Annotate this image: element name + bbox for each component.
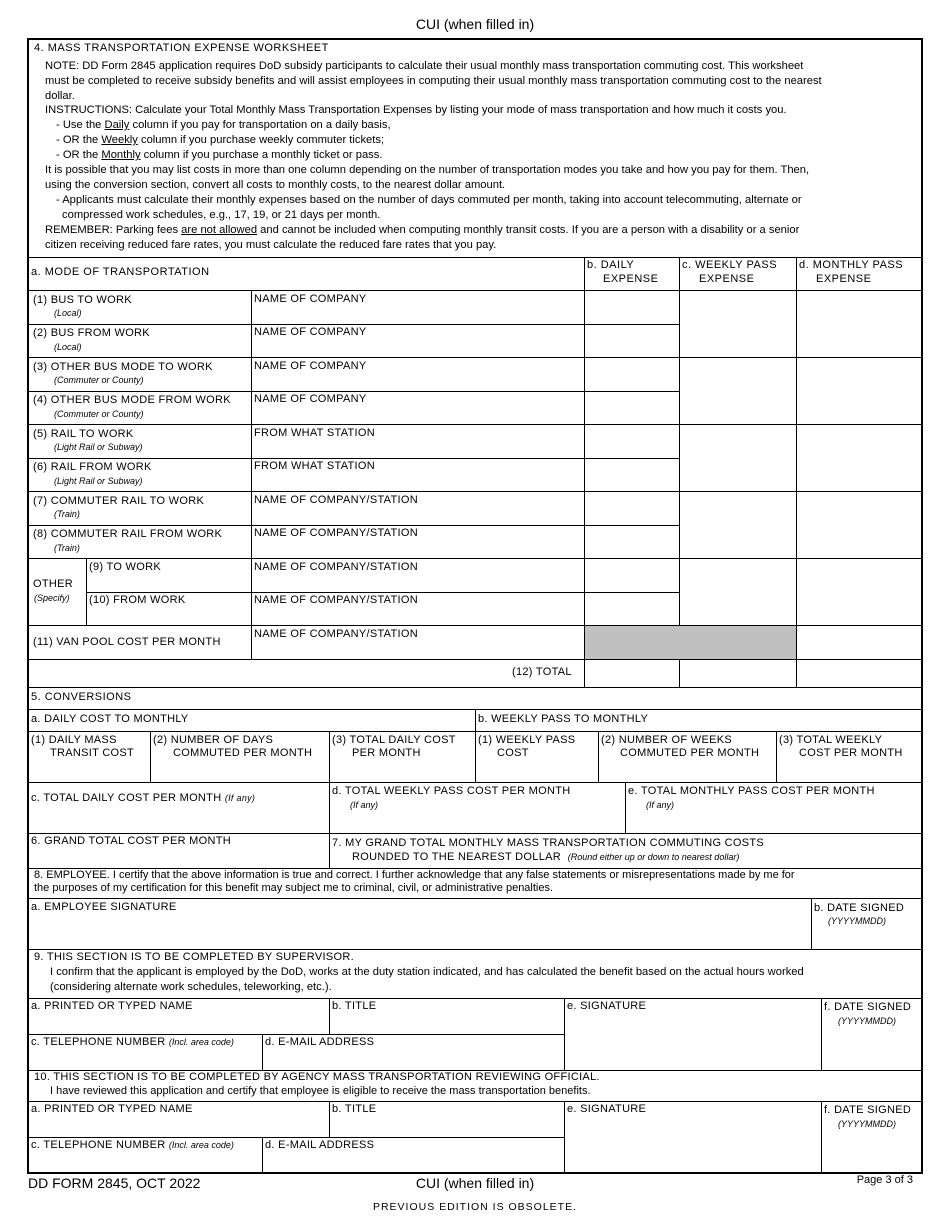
grand-total-label: 6. GRAND TOTAL COST PER MONTH <box>31 835 232 847</box>
use-daily-line: - Use the Daily column if you pay for transportation on a daily basis, <box>56 119 391 131</box>
row-8-station-input[interactable] <box>252 540 584 558</box>
vanpool-field-label: NAME OF COMPANY/STATION <box>254 628 418 640</box>
reviewer-email-label: d. E-MAIL ADDRESS <box>265 1139 375 1151</box>
obsolete-notice: PREVIOUS EDITION IS OBSOLETE. <box>372 1201 578 1213</box>
row-8-daily-input[interactable] <box>585 526 679 558</box>
row-5-daily-input[interactable] <box>585 425 679 458</box>
row-4-sub: (Commuter or County) <box>54 409 144 419</box>
row-10-field-label: NAME OF COMPANY/STATION <box>254 594 418 606</box>
employee-signature-field[interactable] <box>29 914 810 948</box>
cui-header: CUI (when filled in) <box>415 16 535 32</box>
b3-header-2: COST PER MONTH <box>799 747 903 759</box>
supervisor-name-label: a. PRINTED OR TYPED NAME <box>31 1000 193 1012</box>
employee-date-sub: (YYYYMMDD) <box>828 916 886 926</box>
col-c-header-1: c. WEEKLY PASS <box>682 259 778 271</box>
weeks-commuted-input[interactable] <box>599 761 775 781</box>
row-9-field-label: NAME OF COMPANY/STATION <box>254 561 418 573</box>
supervisor-confirm-line-2: (considering alternate work schedules, teleworking, etc.). <box>50 981 332 993</box>
total-daily-per-month-input[interactable] <box>29 806 328 832</box>
row-2-label: (2) BUS FROM WORK <box>33 327 150 339</box>
reviewer-date-label: f. DATE SIGNED <box>824 1104 912 1116</box>
applicants-line-1: - Applicants must calculate their monthly expenses based on the number of days commuted per month, taking into account telecommuting, alternate or <box>56 194 802 206</box>
row-1-field-label: NAME OF COMPANY <box>254 293 367 305</box>
total-weekly-per-month-label: d. TOTAL WEEKLY PASS COST PER MONTH <box>332 785 571 797</box>
bus-monthly-input[interactable] <box>797 291 921 357</box>
reviewer-signature-field[interactable] <box>565 1116 820 1171</box>
supervisor-signature-field[interactable] <box>565 1013 820 1069</box>
row-2-daily-input[interactable] <box>585 325 679 357</box>
total-monthly-pass-input[interactable] <box>626 812 921 832</box>
row-6-field-label: FROM WHAT STATION <box>254 460 375 472</box>
page-number: Page 3 of 3 <box>856 1174 913 1186</box>
row-1-daily-input[interactable] <box>585 291 679 324</box>
reviewer-date-input[interactable] <box>822 1133 921 1171</box>
grand-total-input[interactable] <box>29 849 328 867</box>
form-identifier: DD FORM 2845, OCT 2022 <box>28 1175 201 1191</box>
row-3-label: (3) OTHER BUS MODE TO WORK <box>33 361 213 373</box>
row-4-label: (4) OTHER BUS MODE FROM WORK <box>33 394 231 406</box>
b1-header-1: (1) WEEKLY PASS <box>478 734 576 746</box>
weekly-pass-cost-input[interactable] <box>476 761 597 781</box>
total-monthly-input[interactable] <box>797 660 921 687</box>
bus-weekly-input[interactable] <box>680 291 796 357</box>
employee-signature-label: a. EMPLOYEE SIGNATURE <box>31 901 177 913</box>
a2-header-2: COMMUTED PER MONTH <box>173 747 313 759</box>
row-10-label: (10) FROM WORK <box>89 594 186 606</box>
a3-header-2: PER MONTH <box>352 747 421 759</box>
total-weekly-cost-input[interactable] <box>777 761 921 781</box>
use-monthly-line: - OR the Monthly column if you purchase a monthly ticket or pass. <box>56 149 383 161</box>
reviewer-certify-line: I have reviewed this application and certify that employee is eligible to receive the mass transportation benefits. <box>50 1085 591 1097</box>
supervisor-date-label: f. DATE SIGNED <box>824 1001 912 1013</box>
row-5-station-input[interactable] <box>252 440 584 458</box>
vanpool-label: (11) VAN POOL COST PER MONTH <box>33 636 221 648</box>
row-6-station-input[interactable] <box>252 473 584 491</box>
row-2-sub: (Local) <box>54 342 82 352</box>
supervisor-email-label: d. E-MAIL ADDRESS <box>265 1036 375 1048</box>
row-3-sub: (Commuter or County) <box>54 375 144 385</box>
days-commuted-input[interactable] <box>151 761 328 781</box>
row-7-field-label: NAME OF COMPANY/STATION <box>254 494 418 506</box>
b2-header-2: COMMUTED PER MONTH <box>620 747 760 759</box>
row-7-station-input[interactable] <box>252 507 584 525</box>
row-1-label: (1) BUS TO WORK <box>33 294 132 306</box>
employee-date-input[interactable] <box>812 928 921 948</box>
b1-header-2: COST <box>497 747 529 759</box>
row-3-company-input[interactable] <box>252 373 584 391</box>
grand-total-monthly-label-1: 7. MY GRAND TOTAL MONTHLY MASS TRANSPORTATION COMMUTING COSTS <box>332 837 765 849</box>
reviewer-name-label: a. PRINTED OR TYPED NAME <box>31 1103 193 1115</box>
supervisor-title-label: b. TITLE <box>332 1000 377 1012</box>
section-4-title: 4. MASS TRANSPORTATION EXPENSE WORKSHEET <box>34 42 329 54</box>
row-6-daily-input[interactable] <box>585 459 679 491</box>
daily-to-monthly-title: a. DAILY COST TO MONTHLY <box>31 713 189 725</box>
possible-line-1: It is possible that you may list costs in more than one column depending on the number of transportation modes you take and how you pay for them. Then, <box>45 164 810 176</box>
reviewer-email-input[interactable] <box>263 1153 563 1171</box>
note-line-1: NOTE: DD Form 2845 application requires DoD subsidy participants to calculate their usual monthly mass transportation commuting cost. This worksheet <box>45 60 804 72</box>
reviewer-phone-input[interactable] <box>29 1153 261 1171</box>
row-10-daily-input[interactable] <box>585 593 679 625</box>
a2-header-1: (2) NUMBER OF DAYS <box>153 734 274 746</box>
supervisor-date-input[interactable] <box>822 1030 921 1069</box>
row-3-daily-input[interactable] <box>585 358 679 391</box>
row-4-company-input[interactable] <box>252 406 584 424</box>
col-b-header-1: b. DAILY <box>587 259 635 271</box>
row-10-station-input[interactable] <box>252 607 584 625</box>
row-9-station-input[interactable] <box>252 574 584 592</box>
employee-cert-line-2: the purposes of my certification for this benefit may subject me to criminal, civil, or administrative penalties. <box>34 882 554 894</box>
col-d-header-2: EXPENSE <box>816 273 872 285</box>
row-5-label: (5) RAIL TO WORK <box>33 428 134 440</box>
use-weekly-line: - OR the Weekly column if you purchase weekly commuter tickets; <box>56 134 385 146</box>
other-sub: (Specify) <box>34 593 70 603</box>
instructions-line: INSTRUCTIONS: Calculate your Total Monthly Mass Transportation Expenses by listing your mode of mass transportation and how much it costs you. <box>45 104 787 116</box>
rail-monthly-input[interactable] <box>797 425 921 491</box>
supervisor-confirm-line-1: I confirm that the applicant is employed by the DoD, works at the duty station indicated, and has calculated the benefit based on the actual hours worked <box>50 966 804 978</box>
grand-total-monthly-label-2: ROUNDED TO THE NEAREST DOLLAR (Round either up or down to nearest dollar) <box>352 851 740 863</box>
row-4-daily-input[interactable] <box>585 392 679 424</box>
other-bus-weekly-input[interactable] <box>680 358 796 424</box>
weekly-to-monthly-title: b. WEEKLY PASS TO MONTHLY <box>478 713 649 725</box>
remember-line-1: REMEMBER: Parking fees are not allowed and cannot be included when computing monthly transit costs. If you are a person with a disability or a senior <box>45 224 800 236</box>
total-weekly-per-month-input[interactable] <box>330 812 624 832</box>
employee-cert-line-1: 8. EMPLOYEE. I certify that the above information is true and correct. I further acknowledge that any false statements or misrepresentations made by me for <box>34 869 795 881</box>
commuter-rail-weekly-input[interactable] <box>680 492 796 558</box>
total-weekly-input[interactable] <box>680 660 796 687</box>
supervisor-email-input[interactable] <box>263 1050 563 1069</box>
reviewer-signature-label: e. SIGNATURE <box>567 1103 647 1115</box>
vanpool-shaded-cell <box>585 626 796 659</box>
vanpool-monthly-input[interactable] <box>797 626 921 659</box>
row-6-sub: (Light Rail or Subway) <box>54 476 143 486</box>
row-1-company-input[interactable] <box>252 306 584 324</box>
row-5-sub: (Light Rail or Subway) <box>54 442 143 452</box>
row-9-daily-input[interactable] <box>585 559 679 592</box>
total-weekly-per-month-sub: (If any) <box>350 800 379 810</box>
b3-header-1: (3) TOTAL WEEKLY <box>779 734 883 746</box>
reviewer-phone-label: c. TELEPHONE NUMBER (Incl. area code) <box>31 1139 234 1151</box>
total-monthly-pass-sub: (If any) <box>646 800 675 810</box>
cui-footer: CUI (when filled in) <box>415 1175 535 1191</box>
note-line-3: dollar. <box>45 90 75 102</box>
other-bus-monthly-input[interactable] <box>797 358 921 424</box>
total-daily-cost-input[interactable] <box>330 761 474 781</box>
a1-header-1: (1) DAILY MASS <box>31 734 117 746</box>
row-2-company-input[interactable] <box>252 339 584 357</box>
employee-date-label: b. DATE SIGNED <box>814 902 905 914</box>
total-daily-input[interactable] <box>585 660 679 687</box>
vanpool-station-input[interactable] <box>252 641 584 659</box>
rail-weekly-input[interactable] <box>680 425 796 491</box>
supervisor-phone-input[interactable] <box>29 1050 261 1069</box>
reviewer-name-input[interactable] <box>29 1116 328 1136</box>
row-5-field-label: FROM WHAT STATION <box>254 427 375 439</box>
total-label: (12) TOTAL <box>512 666 572 678</box>
other-weekly-input[interactable] <box>680 559 796 625</box>
col-b-header-2: EXPENSE <box>603 273 659 285</box>
col-a-header: a. MODE OF TRANSPORTATION <box>31 266 210 278</box>
row-6-label: (6) RAIL FROM WORK <box>33 461 152 473</box>
other-label: OTHER <box>33 578 73 590</box>
daily-transit-cost-input[interactable] <box>29 761 149 781</box>
supervisor-signature-label: e. SIGNATURE <box>567 1000 647 1012</box>
remember-line-2: citizen receiving reduced fare rates, you must calculate the reduced fare rates that you pay. <box>45 239 497 251</box>
note-line-2: must be completed to receive subsidy benefits and will assist employees in computing their usual monthly mass transportation commuting cost to the nearest <box>45 75 822 87</box>
supervisor-title-input[interactable] <box>330 1013 563 1033</box>
section-10-title: 10. THIS SECTION IS TO BE COMPLETED BY AGENCY MASS TRANSPORTATION REVIEWING OFFICIAL. <box>34 1071 600 1083</box>
supervisor-name-input[interactable] <box>29 1013 328 1033</box>
row-8-sub: (Train) <box>54 543 80 553</box>
other-monthly-input[interactable] <box>797 559 921 625</box>
row-9-label: (9) TO WORK <box>89 561 161 573</box>
section-5-title: 5. CONVERSIONS <box>31 691 132 703</box>
total-daily-per-month-label: c. TOTAL DAILY COST PER MONTH (If any) <box>31 792 256 804</box>
row-1-sub: (Local) <box>54 308 82 318</box>
col-d-header-1: d. MONTHLY PASS <box>799 259 904 271</box>
supervisor-date-sub: (YYYYMMDD) <box>838 1016 896 1026</box>
a3-header-1: (3) TOTAL DAILY COST <box>332 734 456 746</box>
row-8-label: (8) COMMUTER RAIL FROM WORK <box>33 528 223 540</box>
reviewer-title-label: b. TITLE <box>332 1103 377 1115</box>
total-monthly-pass-label: e. TOTAL MONTHLY PASS COST PER MONTH <box>628 785 875 797</box>
commuter-rail-monthly-input[interactable] <box>797 492 921 558</box>
row-3-field-label: NAME OF COMPANY <box>254 360 367 372</box>
reviewer-date-sub: (YYYYMMDD) <box>838 1119 896 1129</box>
row-7-sub: (Train) <box>54 509 80 519</box>
a1-header-2: TRANSIT COST <box>50 747 135 759</box>
section-9-title: 9. THIS SECTION IS TO BE COMPLETED BY SUPERVISOR. <box>34 951 354 963</box>
row-7-label: (7) COMMUTER RAIL TO WORK <box>33 495 205 507</box>
possible-line-2: using the conversion section, convert all costs to monthly costs, to the nearest dollar amount. <box>45 179 506 191</box>
col-c-header-2: EXPENSE <box>699 273 755 285</box>
applicants-line-2: compressed work schedules, e.g., 17, 19, or 21 days per month. <box>62 209 381 221</box>
supervisor-phone-label: c. TELEPHONE NUMBER (Incl. area code) <box>31 1036 234 1048</box>
row-4-field-label: NAME OF COMPANY <box>254 393 367 405</box>
b2-header-1: (2) NUMBER OF WEEKS <box>601 734 732 746</box>
row-2-field-label: NAME OF COMPANY <box>254 326 367 338</box>
row-8-field-label: NAME OF COMPANY/STATION <box>254 527 418 539</box>
reviewer-title-input[interactable] <box>330 1116 563 1136</box>
row-7-daily-input[interactable] <box>585 492 679 525</box>
